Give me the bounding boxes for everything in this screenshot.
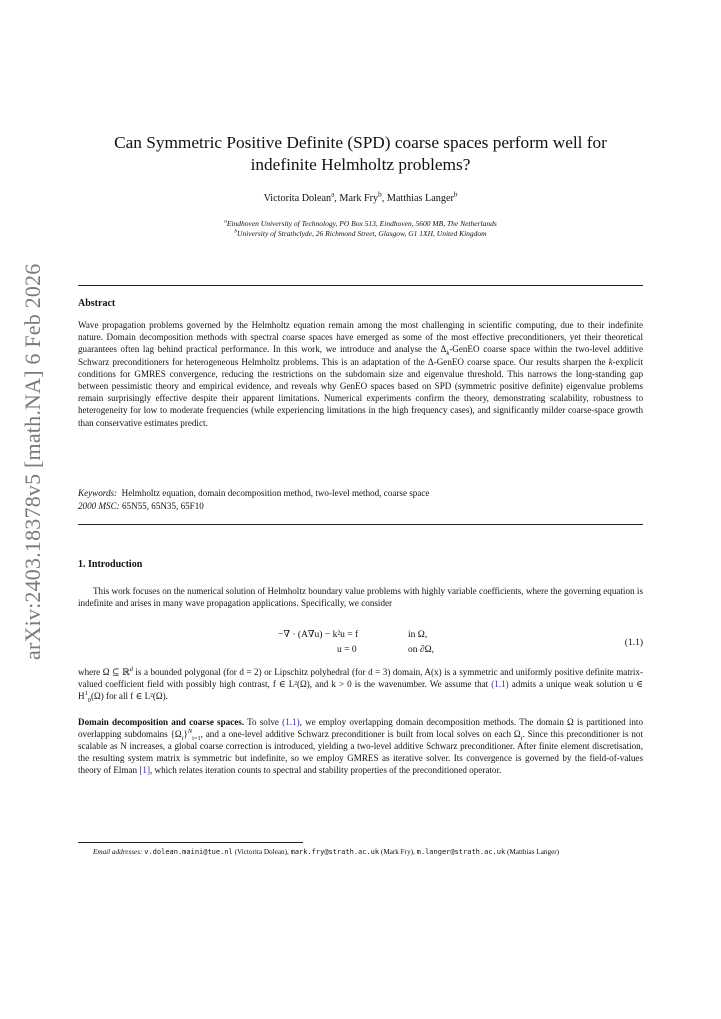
author: Mark Fry xyxy=(339,193,379,204)
equation-ref-link[interactable]: (1.1) xyxy=(282,717,300,727)
section-heading: 1. Introduction xyxy=(78,559,143,570)
keywords-block: Keywords: Helmholtz equation, domain decomposition method, two-level method, coarse space 2000 MSC: 65N55, 65N35, 65F10 xyxy=(78,488,430,511)
author: Victorita Dolean xyxy=(263,193,332,204)
equation-ref-link[interactable]: (1.1) xyxy=(491,679,509,690)
intro-paragraph: This work focuses on the numerical solution of Helmholtz boundary value problems with highly variable coefficients, where the governing equation is indefinite and arises in many wave propagation applications. Specifically, we consider xyxy=(78,586,643,608)
author-list: Victorita Dolean$^a$, Mark Fry$^b$, Matthias Langer$^b$ xyxy=(263,190,458,204)
dd-paragraph: Domain decomposition and coarse spaces. To solve (1.1), we employ overlapping domain decomposition methods. The domain Ω is partitioned into overlapping subdomains $\{\Omega_i\}^N_{i=1}$, and a one-level additive Schwarz preconditioner is built from local solves on each $\Omega_i$. Since this preconditioner is not scalable as N increases, a global coarse correction is introduced, yielding a two-level additive Schwarz preconditioner. After finite element discretisation, the resulting system matrix is symmetric but indefinite, so we employ GMRES as iterative solver. Its convergence is governed by the field-of-values theory of Elman [1], which relates iteration counts to spectral and stability properties of the preconditioned operator. xyxy=(78,717,643,776)
email-link[interactable]: v.dolean.maini@tue.nl xyxy=(144,848,233,856)
author: Matthias Langer xyxy=(386,193,454,204)
citation-link[interactable]: [1] xyxy=(139,765,150,776)
footnote-divider xyxy=(78,842,303,843)
equation-number: (1.1) xyxy=(624,638,643,648)
abstract-heading: Abstract xyxy=(78,298,116,309)
top-divider xyxy=(78,285,643,286)
arxiv-sidebar-stamp: arXiv:2403.18378v5 [math.NA] 6 Feb 2026 xyxy=(20,263,45,660)
bottom-divider xyxy=(78,524,643,525)
abstract-text: Wave propagation problems governed by the Helmholtz equation remain among the most challenging in scientific computing, due to their indefinite nature. Domain decomposition methods with spectral coarse spaces have emerged as some of the most effective preconditioners, yet their theoretical guarantees often lag behind practical performance. In this work, we introduce and analyse the $\Delta_k$-GenEO coarse space within the two-level additive Schwarz preconditioners for heterogeneous Helmholtz problems. This is an adaptation of the Δ-GenEO coarse space. Our results sharpen the k-explicit conditions for GMRES convergence, reducing the restrictions on the subdomain size and eigenvalue threshold. This narrows the long-standing gap between pessimistic theory and empirical evidence, and reveals why GenEO spaces based on SPD (symmetric positive definite) eigenvalue problems remain surprisingly effective despite their apparent limitations. Numerical experiments confirm the theory, demonstrating scalability, robustness to heterogeneity for low to moderate frequencies (while experiencing limitations in the high frequency cases), and significantly milder coarse-space growth than conservative estimates predict. xyxy=(78,320,643,428)
affiliation-b: $^b$University of Strathclyde, 26 Richmond Street, Glasgow, G1 1XH, United Kingdom xyxy=(234,228,487,238)
email-link[interactable]: m.langer@strath.ac.uk xyxy=(416,848,506,856)
footnote-emails: Email addresses: v.dolean.maini@tue.nl (Victorita Dolean), mark.fry@strath.ac.uk (Mark Fry), m.langer@strath.ac.uk (Matthias Langer) xyxy=(93,848,560,856)
paper-title: Can Symmetric Positive Definite (SPD) coarse spaces perform well for indefinite Helmholtz problems? xyxy=(114,133,607,174)
affiliations xyxy=(78,219,643,239)
domain-paragraph: where Ω ⊆ ℝ$^d$ is a bounded polygonal (for d = 2) or Lipschitz polyhedral (for d = 3) domain, A(x) is a symmetric and uniformly positive definite matrix-valued coefficient field with possibly high contrast, f ∈ L²(Ω), and k > 0 is the wavenumber. We assume that (1.1) admits a unique weak solution u ∈ $H^1_0(\Omega)$ for all f ∈ L²(Ω). xyxy=(78,665,643,704)
email-link[interactable]: mark.fry@strath.ac.uk xyxy=(290,848,380,856)
affiliation-a: $^a$Eindhoven University of Technology, PO Box 513, Eindhoven, 5600 MB, The Netherlands xyxy=(224,218,497,228)
